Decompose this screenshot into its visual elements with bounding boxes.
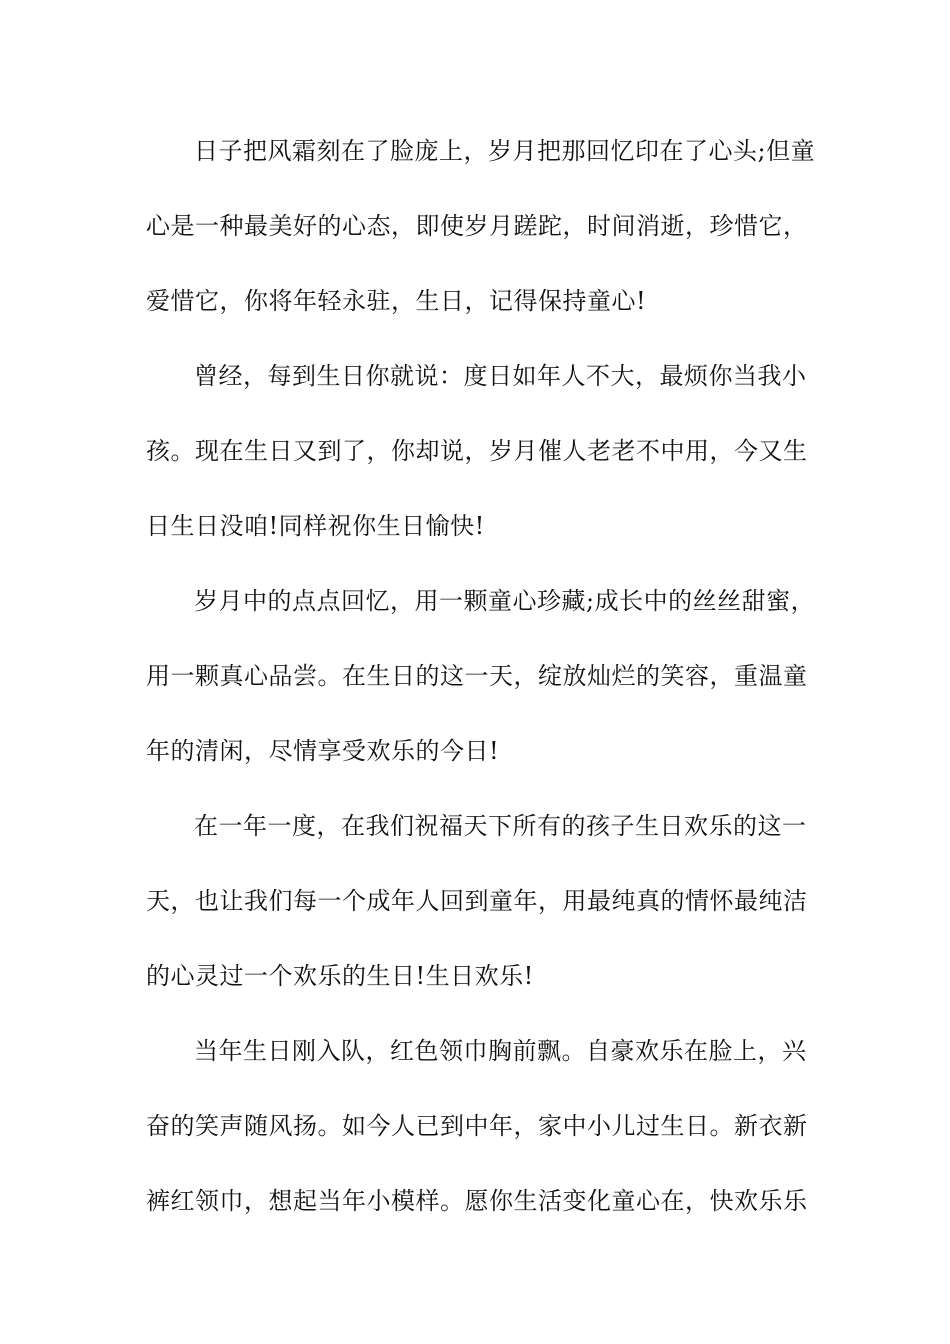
text-line: 心是一种最美好的心态，即使岁月蹉跎，时间消逝，珍惜它， <box>146 212 808 240</box>
text-line: 天，也让我们每一个成年人回到童年，用最纯真的情怀最纯洁 <box>146 887 808 915</box>
paragraph-5 <box>146 1026 806 1251</box>
text-line: 在一年一度，在我们祝福天下所有的孩子生日欢乐的这一 <box>194 812 807 840</box>
text-line: 曾经，每到生日你就说：度日如年人不大，最烦你当我小 <box>194 362 807 390</box>
text-line: 日生日没咱!同样祝你生日愉快! <box>146 512 485 540</box>
paragraph-1 <box>146 126 816 351</box>
text-line: 的心灵过一个欢乐的生日!生日欢乐! <box>146 962 534 990</box>
text-line: 爱惜它，你将年轻永驻，生日，记得保持童心! <box>146 287 647 315</box>
text-line: 裤红领巾，想起当年小模样。愿你生活变化童心在，快欢乐乐 <box>146 1187 808 1215</box>
text-line: 用一颗真心品尝。在生日的这一天，绽放灿烂的笑容，重温童 <box>146 662 808 690</box>
text-line: 当年生日刚入队，红色领巾胸前飘。自豪欢乐在脸上，兴 <box>194 1037 807 1065</box>
text-line: 岁月中的点点回忆，用一颗童心珍藏;成长中的丝丝甜蜜， <box>194 587 816 615</box>
text-line: 奋的笑声随风扬。如今人已到中年，家中小儿过生日。新衣新 <box>146 1112 808 1140</box>
paragraph-3 <box>146 576 816 801</box>
paragraph-2 <box>146 351 806 576</box>
document-body <box>146 126 816 1251</box>
text-line: 日子把风霜刻在了脸庞上，岁月把那回忆印在了心头;但童 <box>194 137 816 165</box>
paragraph-4 <box>146 801 806 1026</box>
text-line: 年的清闲，尽情享受欢乐的今日! <box>146 737 500 765</box>
text-line: 孩。现在生日又到了，你却说，岁月催人老老不中用，今又生 <box>146 437 808 465</box>
